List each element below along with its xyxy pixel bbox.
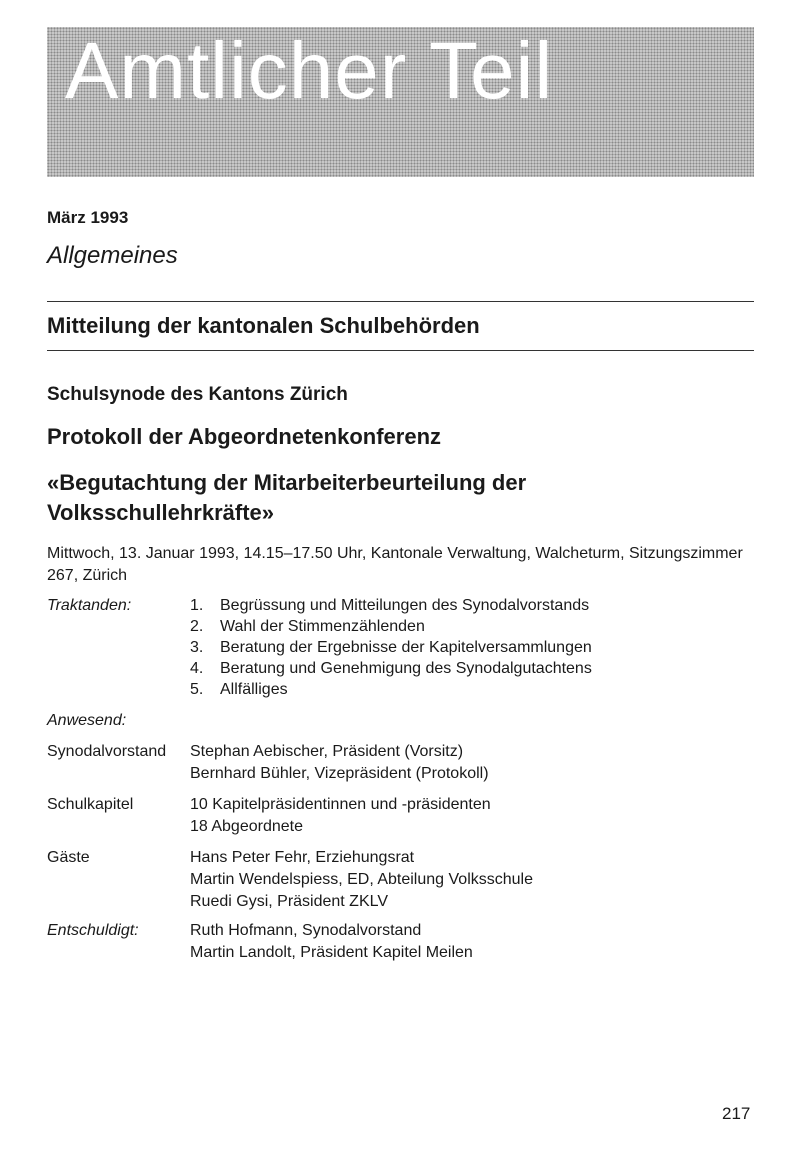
present-label: Anwesend: [47, 712, 127, 729]
subject-title: «Begutachtung der Mitarbeiterbeurteilung der Volksschullehrkräfte» [47, 470, 527, 525]
attendee-line: Martin Wendelspiess, ED, Abteilung Volksschule [190, 871, 533, 888]
agenda-number: 1. [190, 597, 204, 614]
agenda-number: 4. [190, 660, 204, 677]
attendee-line: 18 Abgeordnete [190, 818, 303, 835]
category-heading: Allgemeines [47, 242, 178, 269]
agenda-text: Allfälliges [220, 681, 288, 698]
agenda-text: Beratung der Ergebnisse der Kapitelversammlungen [220, 639, 592, 656]
banner-title: Amtlicher Teil [65, 27, 554, 115]
agenda-text: Begrüssung und Mitteilungen des Synodalvorstands [220, 597, 590, 614]
attendee-group-label: Gäste [47, 849, 90, 866]
agenda-item [190, 658, 592, 679]
excused-line: Ruth Hofmann, Synodalvorstand [190, 922, 422, 939]
attendee-line: Hans Peter Fehr, Erziehungsrat [190, 849, 415, 866]
agenda-list [190, 595, 592, 700]
attendee-group-label: Schulkapitel [47, 796, 134, 813]
agenda-number: 2. [190, 618, 204, 635]
divider-top [47, 301, 754, 302]
agenda-item [190, 616, 592, 637]
meeting-info: Mittwoch, 13. Januar 1993, 14.15–17.50 Uhr, Kantonale Verwaltung, Walcheturm, Sitzungszimmer 267, Zürich [47, 545, 743, 584]
excused-label: Entschuldigt: [47, 922, 139, 939]
agenda-number: 3. [190, 639, 204, 656]
attendee-line: 10 Kapitelpräsidentinnen und -präsidenten [190, 796, 491, 813]
attendee-line: Stephan Aebischer, Präsident (Vorsitz) [190, 743, 464, 760]
agenda-text: Wahl der Stimmenzählenden [220, 618, 425, 635]
attendee-group-members [190, 794, 491, 838]
agenda-item [190, 595, 592, 616]
divider-bottom [47, 350, 754, 351]
page-number: 217 [722, 1104, 751, 1123]
issue-date: März 1993 [47, 208, 129, 227]
agenda-label: Traktanden: [47, 597, 132, 614]
agenda-number: 5. [190, 681, 204, 698]
excused-members [190, 920, 473, 964]
agenda-item [190, 679, 592, 700]
agenda-text: Beratung und Genehmigung des Synodalgutachtens [220, 660, 592, 677]
excused-line: Martin Landolt, Präsident Kapitel Meilen [190, 944, 473, 961]
agenda-item [190, 637, 592, 658]
attendee-group-members [190, 741, 489, 785]
protocol-title: Protokoll der Abgeordnetenkonferenz [47, 424, 442, 449]
header-banner [47, 27, 754, 177]
organization-heading: Schulsynode des Kantons Zürich [47, 384, 348, 405]
attendee-group-label: Synodalvorstand [47, 743, 167, 760]
attendee-line: Ruedi Gysi, Präsident ZKLV [190, 893, 389, 910]
attendee-line: Bernhard Bühler, Vizepräsident (Protokoll) [190, 765, 489, 782]
attendee-group-members [190, 847, 533, 913]
section-title: Mitteilung der kantonalen Schulbehörden [47, 313, 480, 338]
